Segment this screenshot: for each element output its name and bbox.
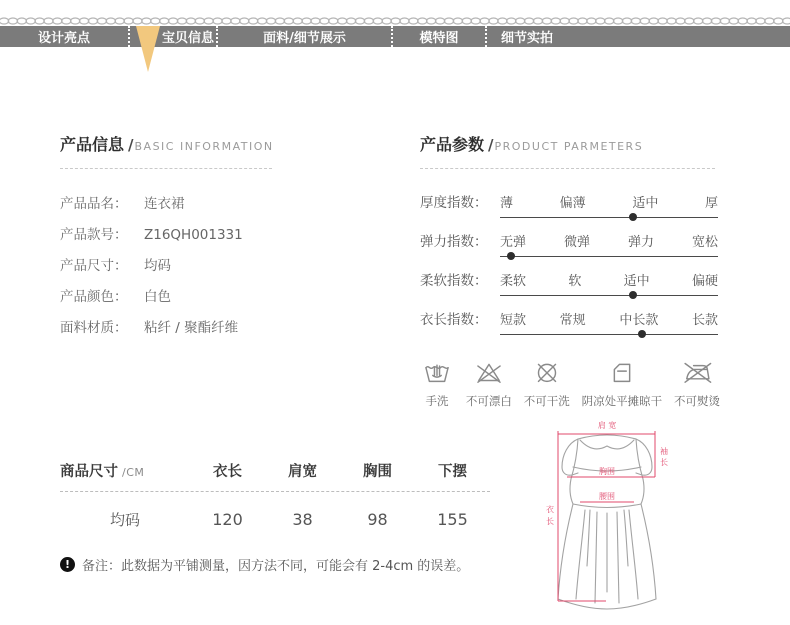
slider-label: 厚度指数： bbox=[420, 195, 488, 211]
nav-tab-fabric-details[interactable] bbox=[218, 26, 393, 47]
nav-tab-label: 模特图 bbox=[419, 31, 459, 46]
slider-thickness bbox=[420, 195, 718, 218]
no-dry-clean-icon bbox=[530, 355, 564, 389]
size-table-section bbox=[60, 460, 490, 574]
no-iron-icon bbox=[680, 355, 714, 389]
basic-info-fields bbox=[60, 195, 395, 337]
field-label: 产品颜色： bbox=[60, 289, 128, 305]
nav-tab-label: 细节实拍 bbox=[501, 31, 554, 46]
care-item-no-iron bbox=[674, 355, 720, 409]
nav-tab-model-photos[interactable] bbox=[393, 26, 487, 47]
hand-wash-icon bbox=[420, 355, 454, 389]
slider-scale bbox=[500, 234, 718, 257]
care-item-no-bleach bbox=[466, 355, 512, 409]
no-bleach-icon bbox=[472, 355, 506, 389]
bust-label: 胸围 bbox=[599, 467, 615, 476]
basic-info-heading bbox=[60, 132, 395, 155]
column-header-hem: 下摆 bbox=[438, 464, 467, 480]
slider-elasticity bbox=[420, 234, 718, 257]
care-item-dry-flat-shade bbox=[582, 355, 663, 409]
field-label: 产品品名： bbox=[60, 196, 128, 212]
nav-tab-detail-photos[interactable] bbox=[487, 26, 790, 47]
slider-scale bbox=[500, 195, 718, 218]
slider-option: 中长款 bbox=[619, 313, 659, 328]
waist-label: 腰围 bbox=[599, 492, 615, 501]
slider-option: 弹力 bbox=[627, 235, 654, 250]
field-value: 白色 bbox=[144, 289, 171, 305]
column-header-shoulder: 肩宽 bbox=[288, 464, 317, 480]
nav-tab-design-highlights[interactable] bbox=[0, 26, 130, 47]
field-size bbox=[60, 257, 395, 275]
column-header-length: 衣长 bbox=[213, 464, 242, 480]
dress-measurement-diagram bbox=[538, 406, 716, 625]
nav-tab-label: 宝贝信息 bbox=[162, 31, 215, 46]
slider-option: 适中 bbox=[632, 196, 659, 211]
field-product-name bbox=[60, 195, 395, 213]
cell-hem: 155 bbox=[437, 510, 468, 529]
slider-option: 长款 bbox=[691, 313, 718, 328]
cell-length: 120 bbox=[212, 510, 243, 529]
care-label: 不可熨烫 bbox=[674, 394, 720, 408]
slider-option: 适中 bbox=[623, 274, 650, 289]
heading-slash: / bbox=[488, 136, 494, 154]
dress-outline bbox=[558, 435, 656, 609]
slider-option: 微弹 bbox=[563, 235, 590, 250]
field-material bbox=[60, 319, 395, 337]
note-text: 备注：此数据为平铺测量，因方法不同，可能会有 2-4cm 的误差。 bbox=[82, 559, 470, 574]
care-label: 阴凉处平摊晾干 bbox=[581, 394, 663, 408]
heading-en: PRODUCT PARMETERS bbox=[494, 140, 644, 153]
section-nav bbox=[0, 26, 790, 47]
field-label: 产品款号： bbox=[60, 227, 128, 243]
field-label: 产品尺寸： bbox=[60, 258, 128, 274]
basic-info-section bbox=[60, 132, 395, 350]
slider-softness bbox=[420, 273, 718, 296]
heading-en: BASIC INFORMATION bbox=[134, 140, 274, 153]
slider-option: 软 bbox=[568, 274, 582, 289]
slider-dot bbox=[507, 252, 515, 260]
slider-label: 柔软指数： bbox=[420, 273, 488, 289]
slider-label: 衣长指数： bbox=[420, 312, 488, 328]
slider-option: 常规 bbox=[559, 313, 586, 328]
field-value: 连衣裙 bbox=[144, 196, 185, 212]
heading-divider bbox=[420, 168, 715, 169]
size-title-unit: /CM bbox=[122, 466, 145, 479]
slider-option: 薄 bbox=[500, 196, 514, 211]
care-label: 手洗 bbox=[425, 394, 449, 408]
slider-track bbox=[500, 256, 718, 257]
slider-option: 偏硬 bbox=[691, 274, 718, 289]
slider-option: 宽松 bbox=[691, 235, 718, 250]
field-color bbox=[60, 288, 395, 306]
slider-option: 偏薄 bbox=[559, 196, 586, 211]
slider-dot bbox=[629, 291, 637, 299]
nav-tab-label: 面料/细节展示 bbox=[263, 31, 346, 46]
chain-ornament bbox=[0, 16, 790, 26]
slider-dot bbox=[629, 213, 637, 221]
cell-shoulder: 38 bbox=[292, 510, 313, 529]
dress-sketch bbox=[538, 406, 716, 624]
field-value: 粘纤 / 聚酯纤维 bbox=[144, 320, 239, 336]
heading-slash: / bbox=[128, 136, 134, 154]
nav-tab-label: 设计亮点 bbox=[37, 31, 90, 46]
measurement-note bbox=[60, 555, 490, 574]
size-table-title bbox=[60, 460, 190, 481]
slider-track bbox=[500, 217, 718, 218]
care-label: 不可干洗 bbox=[523, 394, 570, 408]
cell-bust: 98 bbox=[367, 510, 388, 529]
slider-options bbox=[500, 234, 718, 251]
slider-option: 短款 bbox=[500, 313, 527, 328]
parameters-section bbox=[420, 132, 718, 409]
slider-options bbox=[500, 195, 718, 212]
table-divider bbox=[60, 491, 490, 492]
garment-length-label: 衣 长 bbox=[546, 505, 554, 526]
care-item-hand-wash bbox=[420, 355, 454, 409]
exclamation-icon: ! bbox=[60, 557, 75, 572]
field-label: 面料材质： bbox=[60, 320, 128, 336]
parameters-heading bbox=[420, 132, 718, 155]
sleeve-length-label: 袖 长 bbox=[660, 447, 668, 467]
size-table-row bbox=[60, 509, 490, 530]
slider-track bbox=[500, 334, 718, 335]
slider-option: 柔软 bbox=[500, 274, 527, 289]
heading-zh: 产品信息 bbox=[60, 135, 125, 154]
care-label: 不可漂白 bbox=[465, 394, 512, 408]
slider-option: 无弹 bbox=[500, 235, 527, 250]
care-item-no-dry-clean bbox=[524, 355, 570, 409]
slider-option: 厚 bbox=[704, 196, 718, 211]
heading-divider bbox=[60, 168, 272, 169]
slider-scale bbox=[500, 312, 718, 335]
dry-flat-in-shade-icon bbox=[605, 355, 639, 389]
slider-options bbox=[500, 312, 718, 329]
nav-tab-product-info[interactable] bbox=[130, 26, 218, 47]
field-style-number bbox=[60, 226, 395, 244]
slider-options bbox=[500, 273, 718, 290]
field-value: Z16QH001331 bbox=[144, 227, 243, 243]
heading-zh: 产品参数 bbox=[420, 135, 485, 154]
size-title-zh: 商品尺寸 bbox=[60, 464, 118, 480]
slider-scale bbox=[500, 273, 718, 296]
care-instructions bbox=[420, 355, 720, 409]
slider-garment-length bbox=[420, 312, 718, 335]
shoulder-width-label: 肩 宽 bbox=[597, 421, 617, 430]
field-value: 均码 bbox=[144, 258, 171, 274]
active-tab-arrow-icon bbox=[136, 26, 160, 72]
slider-dot bbox=[638, 330, 646, 338]
slider-track bbox=[500, 295, 718, 296]
column-header-bust: 胸围 bbox=[363, 464, 392, 480]
parameter-sliders bbox=[420, 195, 718, 335]
size-table-header bbox=[60, 460, 490, 481]
slider-label: 弹力指数： bbox=[420, 234, 488, 250]
cell-size: 均码 bbox=[109, 511, 140, 529]
